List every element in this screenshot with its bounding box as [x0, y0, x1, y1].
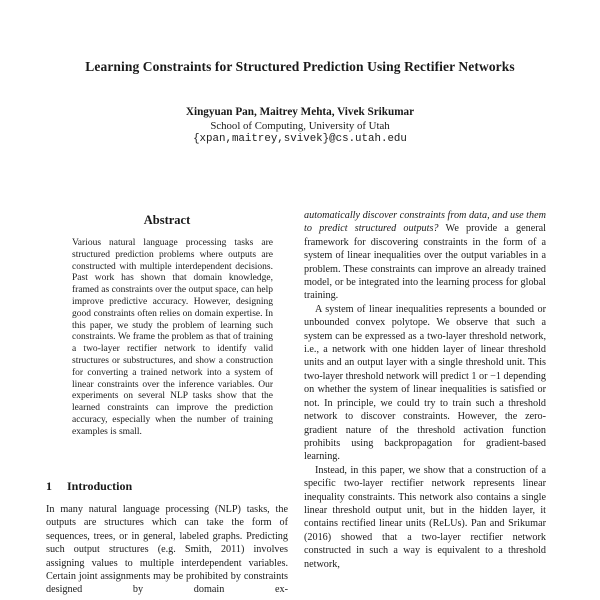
section-number: 1 [46, 479, 52, 493]
paper-affiliation: School of Computing, University of Utah [210, 120, 390, 132]
right-paragraph-1-rest: We provide a general framework for discovering constraints in the form of a system of linear inequalities over the output variables in a problem. These constraints can improve an already trained model, or be integrated into the learning process for global training. [304, 223, 546, 302]
right-paragraph-3: Instead, in this paper, we show that a construction of a specific two-layer rectifier network represents linear inequality constraints. This network also contains a single linear threshold output unit, but in the hidden layer, it contains rectified linear units (ReLUs). Pan and Srikumar (2016) showed that a two-layer rectifier network constructed in such a way is equivalent to a threshold network, [304, 464, 546, 570]
left-column [46, 213, 288, 600]
right-paragraph-1 [304, 209, 546, 303]
section-heading-introduction [46, 479, 288, 494]
section-title: Introduction [67, 479, 133, 493]
abstract-text: Various natural language processing tasks are structured prediction problems where outputs are constructed with multiple interdependent decisions. Past work has shown that domain knowledge, framed as constraints over the output space, can help improve predictive accuracy. However, designing good constraints often relies on domain expertise. In this paper, we study the problem of learning such constraints. We frame the problem as that of training a two-layer rectifier network to identify valid structures or substructures, and show a construction for converting a trained network into a system of linear constraints over the inference variables. Our experiments on several NLP tasks show that the learned constraints can improve the prediction accuracy, especially when the number of training examples is small. [72, 238, 273, 437]
paper-email: {xpan,maitrey,svivek}@cs.utah.edu [193, 133, 407, 145]
paper-authors: Xingyuan Pan, Maitrey Mehta, Vivek Srikumar [185, 106, 415, 118]
introduction-paragraph: In many natural language processing (NLP) tasks, the outputs are structures which can take the form of sequences, trees, or in general, labeled graphs. Predicting such output structures (e.g. Smith, 2011) involves assigning values to multiple interdependent variables. Certain joint assignments may be prohibited by constraints designed by domain ex- [46, 504, 288, 596]
right-paragraph-2: A system of linear inequalities represents a bounded or unbounded convex polytope. We observe that such a system can be expressed as a two-layer threshold network, i.e., a network with one hidden layer of linear threshold units and an output layer with a single threshold unit. This two-layer threshold network will predict 1 or −1 depending on whether the system of linear inequalities is satisfied or not. In principle, we could try to train such a threshold network to discover constraints. However, the zero-gradient nature of the threshold activation function prohibits using backpropagation for gradient-based learning. [304, 303, 546, 463]
abstract-heading: Abstract [143, 213, 191, 227]
paper-title: Learning Constraints for Structured Prediction Using Rectifier Networks [85, 59, 515, 74]
right-column [304, 209, 546, 600]
italic-research-question: automatically discover constraints from data, and use them to predict structured outputs? [304, 210, 546, 235]
introduction-section [46, 479, 288, 597]
